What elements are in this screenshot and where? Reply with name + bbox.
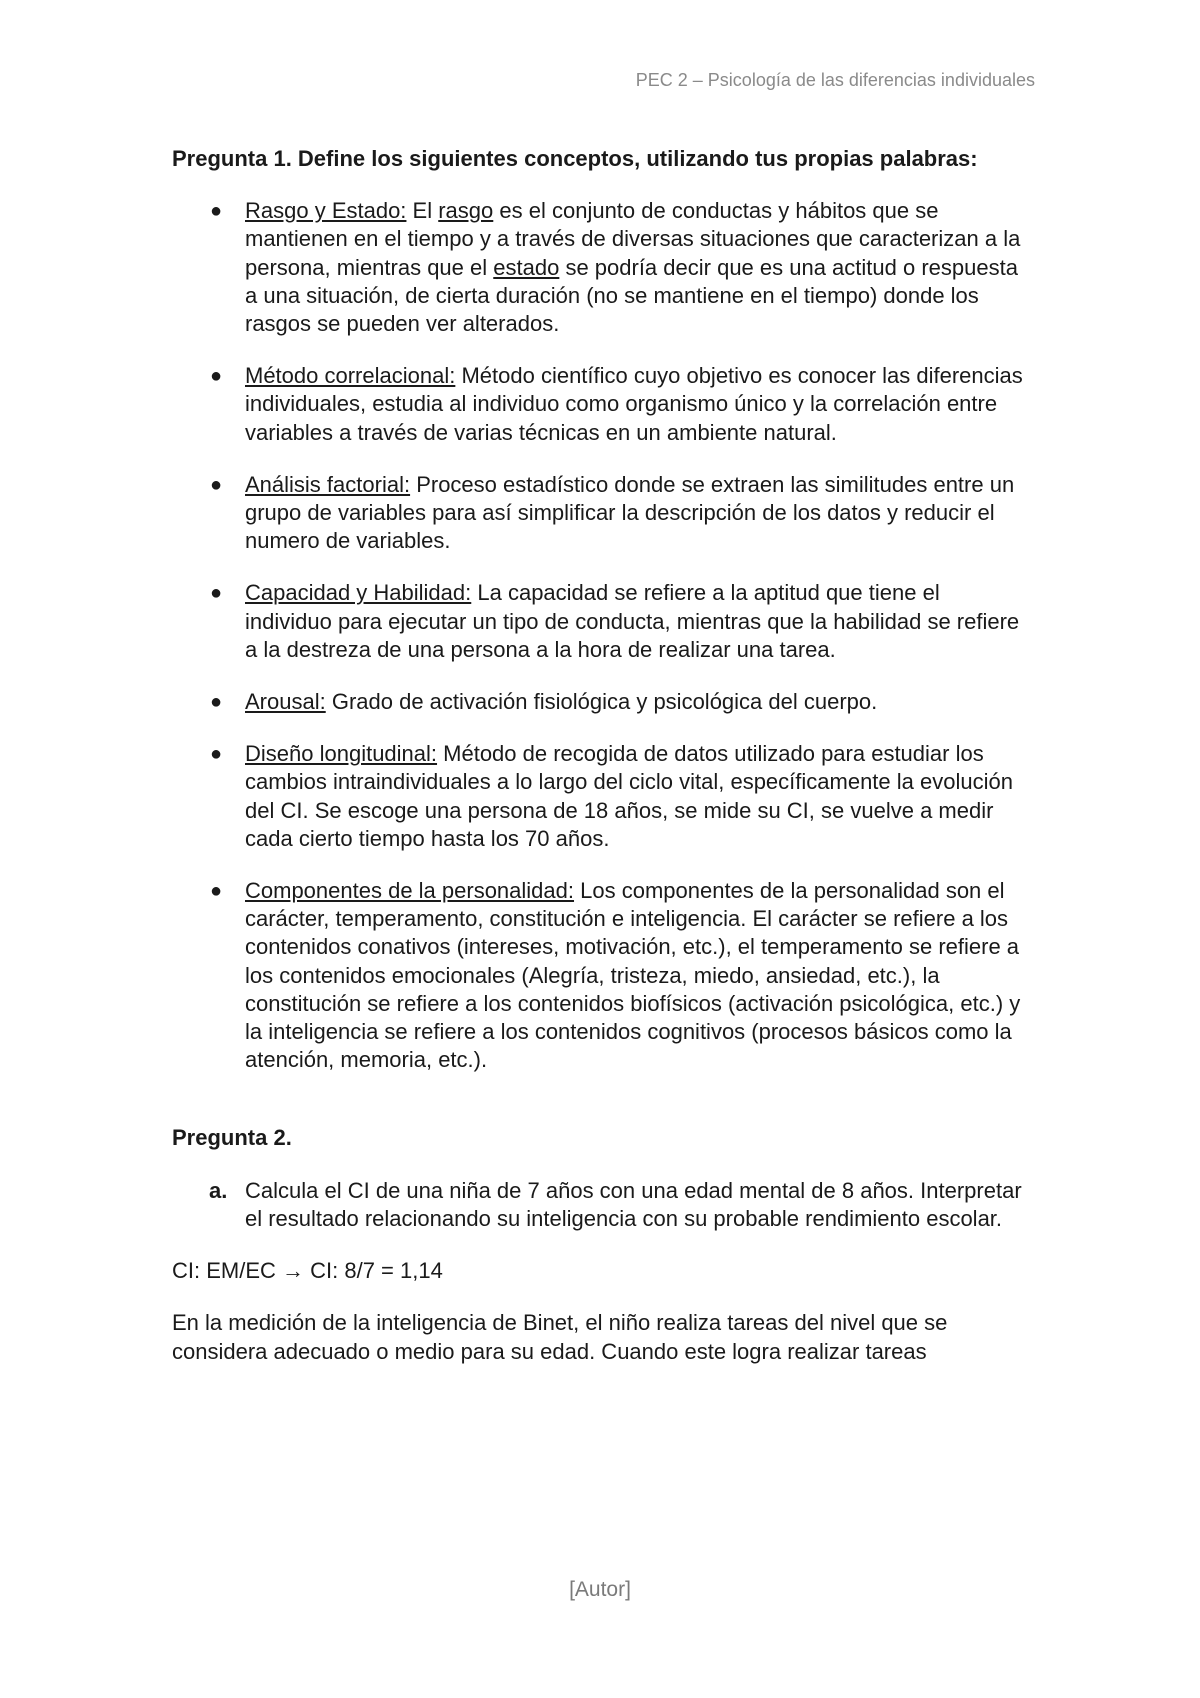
- question-2-item-a: [172, 1177, 1032, 1233]
- formula-line: CI: EM/EC → CI: 8/7 = 1,14: [172, 1258, 443, 1284]
- definition-term: Capacidad y Habilidad:: [245, 580, 472, 606]
- definition-text: es el conjunto de conductas y hábitos que se mantienen en el tiempo y a través de diversas situaciones que caracterizan a la persona, mientras que el: [245, 198, 1021, 280]
- definition-term: Diseño longitudinal:: [245, 741, 438, 767]
- definition-item-componentes-personalidad: [172, 877, 1032, 1074]
- definition-term: Componentes de la personalidad:: [245, 878, 575, 904]
- item-label: a.: [209, 1177, 228, 1203]
- definition-term: Arousal:: [245, 689, 326, 715]
- definition-text: Proceso estadístico donde se extraen las similitudes entre un grupo de variables para así simplificar la descripción de los datos y reducir el numero de variables.: [245, 471, 1015, 554]
- definition-text: Método de recogida de datos utilizado para estudiar los cambios intraindividuales a lo largo del ciclo vital, específicamente la evolución del CI. Se escoge una persona de 18 años, se mide su CI, se vuelve a medir cada cierto tiempo hasta los 70 años.: [245, 741, 1013, 851]
- definition-term: Análisis factorial:: [245, 471, 411, 497]
- definition-term: Rasgo y Estado:: [245, 198, 407, 224]
- definition-text: Grado de activación fisiológica y psicológica del cuerpo.: [325, 689, 878, 715]
- bullet-icon: ●: [210, 473, 223, 496]
- bullet-icon: ●: [210, 365, 223, 388]
- bullet-icon: ●: [210, 691, 223, 714]
- definition-text: La capacidad se refiere a la aptitud que tiene el individuo para ejecutar un tipo de conducta, mientras que la habilidad se refiere a la destreza de una persona a la hora de realizar una tarea.: [245, 580, 1020, 662]
- bullet-icon: ●: [210, 582, 223, 605]
- running-header: PEC 2 – Psicología de las diferencias individuales: [635, 70, 1035, 90]
- question-2-title: Pregunta 2.: [172, 1125, 292, 1151]
- definition-text: Método científico cuyo objetivo es conocer las diferencias individuales, estudia al individuo como organismo único y la correlación entre variables a través de varias técnicas en un ambiente natural.: [245, 363, 1023, 445]
- bullet-icon: ●: [210, 200, 223, 223]
- underlined-word: rasgo: [438, 198, 494, 224]
- definition-item-rasgo-estado: [172, 197, 1032, 338]
- item-text: Calcula el CI de una niña de 7 años con una edad mental de 8 años. Interpretar el resultado relacionando su inteligencia con su probable rendimiento escolar.: [245, 1177, 1022, 1231]
- definition-text: se podría decir que es una actitud o respuesta a una situación, de cierta duración (no se mantiene en el tiempo) donde los rasgos se pueden ver alterados.: [245, 254, 1018, 337]
- definition-item-metodo-correlacional: [172, 362, 1032, 447]
- definition-term: Método correlacional:: [245, 363, 456, 389]
- definition-item-capacidad-habilidad: [172, 579, 1032, 664]
- question-1-title: Pregunta 1. Define los siguientes conceptos, utilizando tus propias palabras:: [172, 146, 978, 171]
- definitions-list: [172, 197, 1032, 1074]
- answer-paragraph: En la medición de la inteligencia de Binet, el niño realiza tareas del nivel que se considera adecuado o medio para su edad. Cuando este logra realizar tareas: [172, 1310, 948, 1364]
- underlined-word: estado: [493, 254, 560, 280]
- definition-item-diseno-longitudinal: [172, 740, 1032, 853]
- definition-text: Los componentes de la personalidad son el carácter, temperamento, constitución e inteligencia. El carácter se refiere a los contenidos conativos (intereses, motivación, etc.), el temperamento se refiere a los contenidos emocionales (Alegría, tristeza, miedo, ansiedad, etc.), la constitución se refiere a los contenidos biofísicos (activación psicológica, etc.) y la inteligencia se refiere a los contenidos cognitivos (procesos básicos como la atención, memoria, etc.).: [245, 878, 1021, 1073]
- definition-text: El: [406, 198, 439, 224]
- bullet-icon: ●: [210, 880, 223, 903]
- definition-item-analisis-factorial: [172, 471, 1032, 556]
- footer-author-placeholder: [Autor]: [569, 1578, 631, 1601]
- bullet-icon: ●: [210, 743, 223, 766]
- document-body: [172, 145, 1032, 1366]
- definition-item-arousal: [172, 688, 1032, 716]
